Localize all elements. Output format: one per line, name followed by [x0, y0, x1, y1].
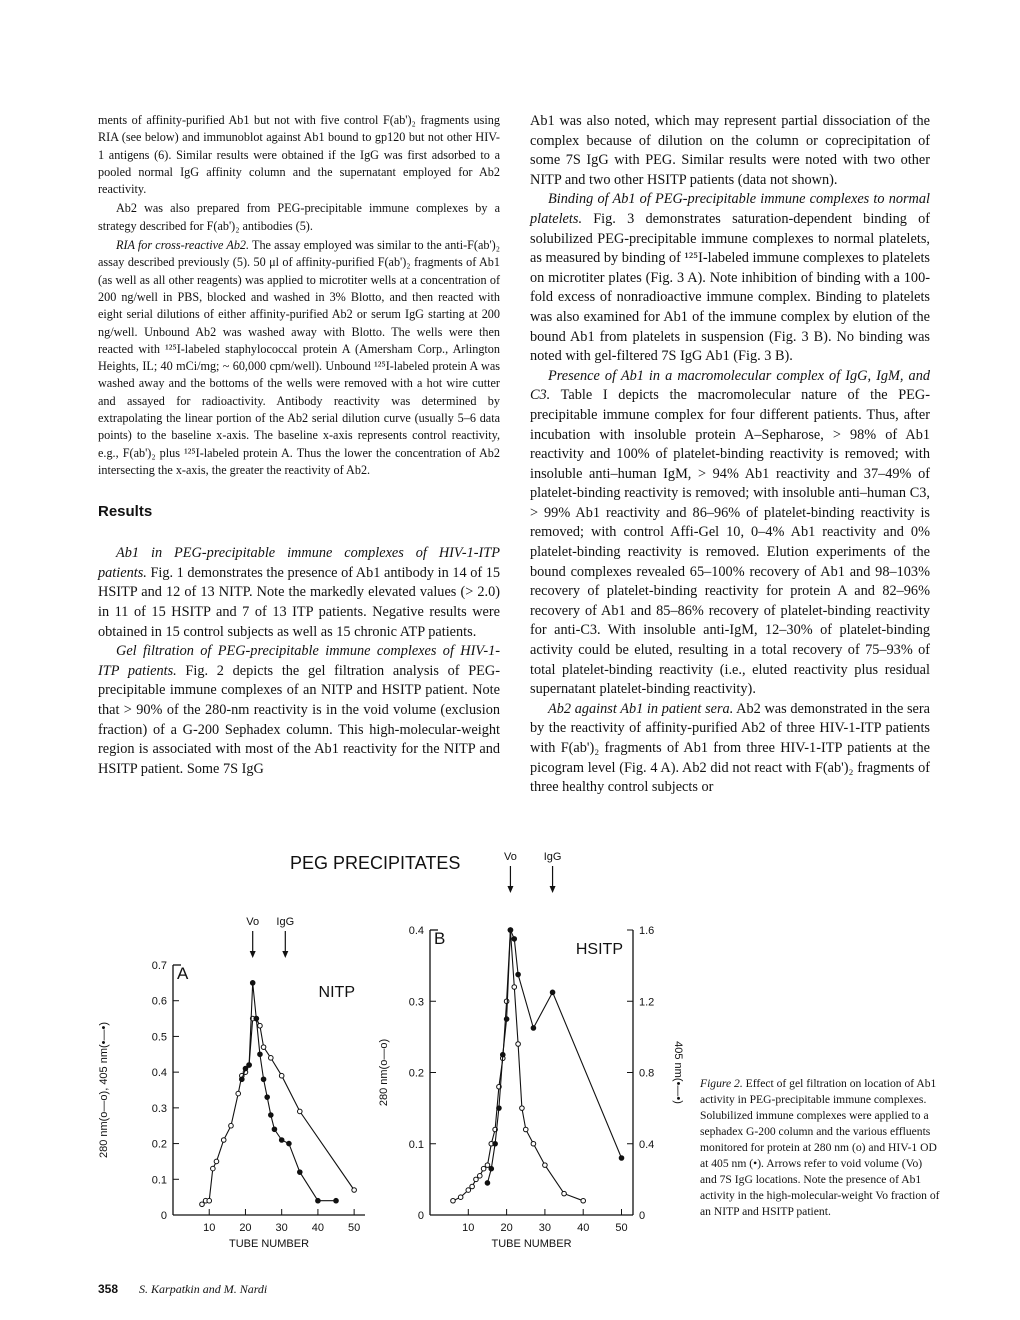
data-point [258, 1023, 263, 1028]
data-point [211, 1166, 216, 1171]
x-tick-label: 10 [462, 1222, 475, 1234]
y2-tick-label: 1.6 [639, 925, 655, 937]
running-authors: S. Karpatkin and M. Nardi [139, 1282, 268, 1296]
data-point [485, 1163, 490, 1168]
results-text: Fig. 2 depicts the gel filtration analysis of PEG-precipitable immune complexes of an NITP and HSITP patient. Note that > 90% of the 280-nm reactivity is in the void volume (exclusion fraction) of a G-200 Sephadex column. This high-molecular-weight region is associated with most of the Ab1 reactivity for the NITP and HSITP patient. Some 7S IgG [98, 662, 501, 777]
x-tick-label: 30 [275, 1222, 288, 1234]
data-point [516, 972, 521, 977]
data-point [520, 1106, 525, 1111]
data-point [550, 990, 555, 995]
data-point [261, 1045, 266, 1050]
methods-paragraph: Ab2 was also prepared from PEG-precipitable immune complexes by a strategy described for F(ab')₂ antibodies (5). [98, 201, 500, 233]
data-point [334, 1198, 339, 1203]
data-point [508, 928, 513, 933]
series-line [202, 1019, 354, 1205]
data-point [221, 1138, 226, 1143]
y2-tick-label: 0.4 [639, 1138, 655, 1151]
results-paragraph [530, 190, 930, 366]
x-tick-label: 20 [500, 1222, 513, 1234]
data-point [272, 1127, 277, 1132]
x-axis-label: TUBE NUMBER [491, 1238, 572, 1250]
ria-paragraph [98, 237, 500, 479]
panel-label: A [177, 964, 189, 983]
data-point [261, 1077, 266, 1082]
y2-axis-label: 405 nm(•—•) [672, 1041, 684, 1104]
figure-2 [95, 845, 695, 1265]
data-point [458, 1195, 463, 1200]
x-tick-label: 40 [311, 1222, 325, 1234]
results-paragraph: Ab1 was also noted, which may represent partial dissociation of the complex because of dilution on the column or coprecipitation of some 7S IgG with PEG. Similar results were noted with two other NITP and two other HSITP patients (data not shown). [530, 113, 930, 188]
data-point [240, 1077, 245, 1082]
data-point [493, 1141, 498, 1146]
data-point [562, 1191, 567, 1196]
data-point [504, 1017, 509, 1022]
arrow-label: IgG [276, 916, 295, 928]
y-tick-label: 0.4 [151, 1067, 167, 1080]
data-point [485, 1181, 490, 1186]
results-paragraph [530, 700, 930, 798]
results-text: Fig. 1 demonstrates the presence of Ab1 antibody in 14 of 15 HSITP and 12 of 13 NITP. Note the markedly elevated values (> 2.0) in 11 of 15 HSITP and 7 of 13 ITP patients. Negative results were obtained in 15 control subjects as well as 15 chronic ATP patients. [98, 564, 500, 640]
caption-label: Figure 2. [700, 1077, 743, 1090]
data-point [481, 1166, 486, 1171]
data-point [470, 1184, 475, 1189]
y-tick-label: 0 [417, 1210, 424, 1222]
arrow-head [282, 951, 288, 958]
figure-2-plot [95, 845, 695, 1265]
y-axis-label: 280 nm(o—o), 405 nm(•—•) [98, 1021, 110, 1159]
results-subheading: Presence of Ab1 in a macromolecular complex of IgG, IgM, and C3. [530, 367, 930, 404]
y2-tick-label: 1.2 [639, 996, 655, 1009]
data-point [316, 1198, 321, 1203]
x-tick-label: 30 [538, 1222, 552, 1234]
x-tick-label: 50 [615, 1222, 628, 1234]
y-tick-label: 0.6 [151, 995, 167, 1008]
data-point [531, 1026, 536, 1031]
data-point [474, 1177, 479, 1182]
x-tick-label: 20 [239, 1222, 252, 1234]
data-point [500, 1052, 505, 1057]
data-point [497, 1106, 502, 1111]
data-point [207, 1198, 212, 1203]
data-point [229, 1123, 234, 1128]
data-point [523, 1127, 528, 1132]
data-point [269, 1056, 274, 1061]
caption-text: Effect of gel filtration on location of Ab1 activity in PEG-precipitable immune complexes. Solubilized immune complexes were applied to a sephadex G-200 column and the various effluents monitored for protein at 280 nm (o) and HIV-1 OD at 405 nm (•). Arrows refer to void volume (Vo) and 7S IgG locations. Note the presence of Ab1 activity in the high-molecular-weight Vo fraction of an NITP and HSITP patient. [700, 1077, 940, 1218]
data-point [258, 1052, 263, 1057]
data-point [512, 937, 517, 942]
x-tick-label: 50 [348, 1222, 361, 1234]
page-number: 358 [98, 1282, 119, 1296]
arrow-label: IgG [543, 851, 562, 863]
figure-caption [700, 1076, 940, 1220]
data-point [581, 1198, 586, 1203]
data-point [243, 1066, 248, 1071]
data-point [297, 1170, 302, 1175]
y-tick-label: 0.3 [151, 1102, 167, 1115]
results-subheading: Gel filtration of PEG-precipitable immune complexes of HIV-1-ITP patients. [98, 643, 500, 679]
data-point [352, 1188, 357, 1193]
ria-text: The assay employed was similar to the anti-F(ab')₂ assay described previously (5). 50 μl of affinity-purified F(ab')₂ fragments of Ab1 (as well as all other reagents) was applied to microtiter wells at a concentration of 200 ng/well in PBS, blocked and washed in 3% Blotto, and then reacted with eight serial dilutions of either affinity-purified Ab2 or serum IgG starting at 200 ng/well. Unbound Ab2 was washed away with Blotto. The wells were then reacted with ¹²⁵I-labeled staphylococcal protein A (Amersham Corp., Arlington Heights, IL; 40 mCi/mg; ~ 60,000 cpm/well). Unbound ¹²⁵I-labeled protein A was washed away and the bottoms of the wells were removed with a hot wire cutter and assayed for radioactivity. Antibody reactivity was determined by extrapolating the linear portion of the Ab2 serial dilution curve (usually 5–6 data points) to the baseline x-axis. The baseline x-axis represents control reactivity, e.g., F(ab')₂ plus ¹²⁵I-labeled protein A. Thus the lower the concentration of Ab2 intersecting the x-axis, the greater the reactivity of Ab2. [98, 238, 500, 477]
data-point [200, 1202, 205, 1207]
y-tick-label: 0.3 [408, 996, 424, 1009]
data-point [269, 1113, 274, 1118]
results-heading: Results [98, 503, 153, 521]
y-tick-label: 0.1 [151, 1174, 167, 1187]
x-tick-label: 40 [577, 1222, 590, 1234]
arrow-label: Vo [504, 851, 517, 863]
ria-heading: RIA for cross-reactive Ab2. [116, 238, 250, 253]
panel-label: B [434, 929, 446, 948]
methods-section [98, 112, 500, 479]
data-point [236, 1091, 241, 1096]
data-point [531, 1141, 536, 1146]
data-point [279, 1073, 284, 1078]
results-text: Ab2 was demonstrated in the sera by the reactivity of affinity-purified Ab2 of three HIV-1-ITP patients with F(ab')₂ fragments of Ab1 from three HIV-1-ITP patients at the picogram level (Fig. 4 A). Ab2 did not react with F(ab')₂ fragments of three healthy control subjects or [530, 700, 930, 796]
x-tick-label: 10 [203, 1222, 216, 1234]
data-point [297, 1109, 302, 1114]
data-point [504, 999, 509, 1004]
results-paragraph [98, 544, 500, 642]
data-point [489, 1166, 494, 1171]
results-paragraph [530, 367, 930, 700]
right-column [530, 112, 930, 798]
arrow-label: Vo [246, 916, 260, 928]
series-line [488, 930, 622, 1183]
y-tick-label: 0.1 [408, 1138, 424, 1151]
y2-tick-label: 0 [639, 1210, 646, 1222]
y2-tick-label: 0.8 [639, 1067, 655, 1080]
data-point [543, 1163, 548, 1168]
results-section [98, 544, 500, 779]
arrow-head [550, 886, 556, 893]
y-tick-label: 0.2 [151, 1138, 167, 1151]
data-point [254, 1016, 259, 1021]
arrow-head [507, 886, 513, 893]
methods-paragraph: ments of affinity-purified Ab1 but not with five control F(ab')₂ fragments using RIA (see below) and immunoblot against Ab1 bound to gp120 but not other HIV-1 antigens (6). Similar results were obtained if the IgG was first adsorbed to a pooled normal IgG affinity column and the supernatant employed for Ab2 reactivity. [98, 113, 500, 197]
data-point [619, 1156, 624, 1161]
results-text: Fig. 3 demonstrates saturation-dependent binding of solubilized PEG-precipitable immune complexes to normal platelets, as measured by binding of ¹²⁵I-labeled immune complexes to platelets on microtiter plates (Fig. 3 A). Note inhibition of binding with a 100-fold excess of nonradioactive immune complex. Binding to platelets was also examined for Ab1 of the immune complex by elution of the bound Ab1 from platelets in suspension (Fig. 3 B). No binding was noted with gel-filtered 7S IgG Ab1 (Fig. 3 B). [530, 210, 930, 365]
data-point [516, 1042, 521, 1047]
patient-label: HSITP [575, 941, 623, 958]
y-tick-label: 0.7 [151, 960, 167, 972]
y-tick-label: 0.4 [408, 925, 424, 937]
data-point [250, 981, 255, 986]
results-subheading: Binding of Ab1 of PEG-precipitable immune complexes to normal platelets. [530, 191, 930, 227]
series-line [242, 983, 336, 1201]
arrow-head [250, 951, 256, 958]
page-footer [98, 1282, 267, 1297]
y-tick-label: 0.2 [408, 1067, 424, 1080]
y-tick-label: 0.5 [151, 1031, 167, 1044]
results-text: Table I depicts the macromolecular nature of the PEG-precipitable immune complex for four different patients. Thus, after incubation with insoluble protein A–Sepharose, > 98% of Ab1 reactivity and 100% of platelet-binding reactivity is removed; with insoluble anti–human IgM, > 94% Ab1 reactivity and 37–49% of platelet-binding reactivity is removed; with insoluble anti–human C3, > 99% Ab1 reactivity and 86–96% of platelet-binding reactivity is removed; with control Affi-Gel 10, 0–4% Ab1 reactivity and 0% platelet-binding reactivity is removed. Elution experiments of the bound complexes revealed 65–100% recovery of Ab1 and 98–103% recovery of platelet-binding reactivity for protein A and 82–96% recovery of Ab1 and 85–86% recovery of platelet-binding reactivity for anti-C3. With insoluble anti-IgM, 12–30% of platelet-binding activity could be eluted, resulting in a total recovery of 75–93% of total platelet-binding reactivity (i.e., eluted reactivity plus residual supernatant platelet-binding reactivity). [530, 387, 930, 698]
data-point [466, 1188, 471, 1193]
y-tick-label: 0 [160, 1210, 167, 1222]
data-point [279, 1138, 284, 1143]
data-point [247, 1063, 252, 1068]
patient-label: NITP [318, 984, 355, 1001]
figure-title: PEG PRECIPITATES [290, 853, 461, 873]
data-point [265, 1095, 270, 1100]
results-paragraph [98, 642, 500, 779]
x-axis-label: TUBE NUMBER [228, 1238, 310, 1250]
data-point [214, 1159, 219, 1164]
data-point [287, 1141, 292, 1146]
results-subheading: Ab2 against Ab1 in patient sera. [548, 700, 734, 717]
results-subheading: Ab1 in PEG-precipitable immune complexes of HIV-1-ITP patients. [98, 545, 500, 581]
data-point [477, 1174, 482, 1179]
data-point [512, 985, 517, 990]
y-axis-label: 280 nm(o—o) [378, 1038, 390, 1107]
data-point [451, 1198, 456, 1203]
